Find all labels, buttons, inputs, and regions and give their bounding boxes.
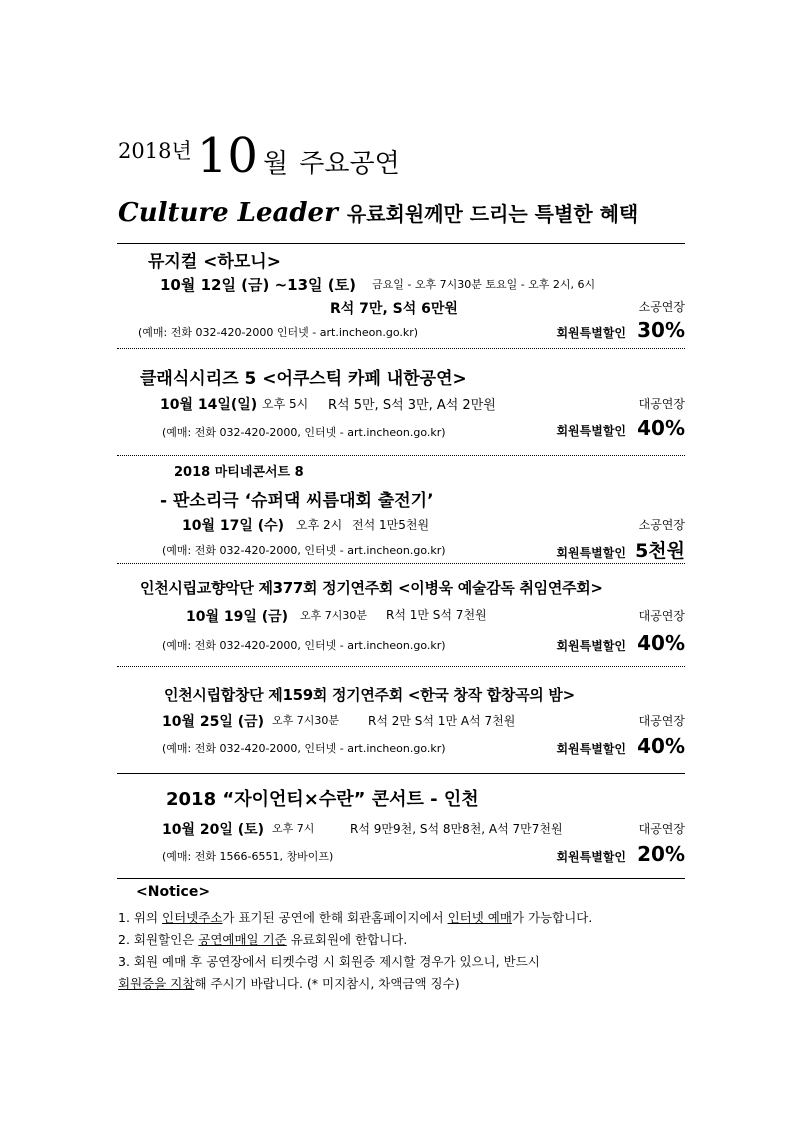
divider	[117, 348, 685, 349]
event-venue: 대공연장	[638, 397, 685, 411]
event-date: 10월 12일 (금) ~13일 (토)	[160, 276, 356, 294]
discount-label: 회원특별할인	[556, 546, 626, 560]
discount-value: 30%	[637, 318, 685, 342]
event-discount	[556, 416, 685, 440]
divider	[117, 666, 685, 667]
divider	[117, 878, 685, 879]
event-date: 10월 25일 (금)	[162, 714, 265, 730]
event-date: 10월 20일 (토)	[162, 822, 265, 838]
brand-subtitle: 유료회원께만 드리는 특별한 혜택	[346, 202, 639, 226]
notice-underline: 공연예매일 기준	[198, 932, 287, 947]
discount-value: 5천원	[635, 540, 685, 562]
event-booking: (예매: 전화 1566-6551, 창바이프)	[162, 850, 334, 863]
page-title	[118, 128, 400, 188]
event-time: 오후 5시	[262, 397, 309, 411]
event-pretitle: 2018 마티네콘서트 8	[174, 465, 304, 480]
event-date: 10월 17일 (수)	[182, 518, 285, 534]
event-time: 오후 2시	[296, 518, 343, 532]
notice-line-3: 3. 회원 예매 후 공연장에서 티켓수령 시 회원증 제시할 경우가 있으니, 반드시	[118, 954, 540, 969]
event-time: 오후 7시30분	[300, 609, 367, 622]
notice-heading: <Notice>	[136, 884, 211, 900]
notice-underline: 인터넷주소	[162, 910, 223, 925]
event-date: 10월 19일 (금)	[186, 609, 289, 625]
discount-label: 회원특별할인	[556, 639, 627, 653]
notice-line-1: 1. 위의 인터넷주소가 표기된 공연에 한해 회관홈페이지에서 인터넷 예매가 가능합니다.	[118, 910, 593, 925]
event-booking: (예매: 전화 032-420-2000, 인터넷 - art.incheon.go.kr)	[162, 639, 446, 652]
divider	[117, 563, 685, 564]
discount-value: 40%	[637, 416, 685, 440]
discount-value: 40%	[637, 631, 685, 655]
title-rest: 주요공연	[299, 149, 400, 179]
event-venue: 대공연장	[638, 609, 685, 623]
discount-label: 회원특별할인	[556, 850, 627, 864]
event-price: R석 1만 S석 7천원	[386, 608, 487, 622]
event-booking: (예매: 전화 032-420-2000, 인터넷 - art.incheon.go.kr)	[162, 544, 446, 557]
event-title: 뮤지컬 <하모니>	[148, 252, 281, 272]
event-price: R석 5만, S석 3만, A석 2만원	[328, 398, 496, 413]
notice-underline: 인터넷 예매	[447, 910, 512, 925]
title-month-number: 10	[196, 128, 258, 184]
divider	[117, 243, 685, 244]
divider	[117, 773, 685, 774]
event-discount	[556, 318, 685, 342]
brand-name: Culture Leader	[118, 198, 338, 228]
discount-value: 20%	[637, 842, 685, 866]
discount-label: 회원특별할인	[556, 742, 627, 756]
event-price: R석 2만 S석 1만 A석 7천원	[368, 714, 516, 728]
notice-line-2: 2. 회원할인은 공연예매일 기준 유료회원에 한합니다.	[118, 932, 408, 947]
discount-label: 회원특별할인	[556, 424, 627, 438]
title-year: 2018년	[118, 139, 192, 163]
event-discount	[556, 536, 685, 563]
event-venue: 소공연장	[638, 300, 685, 314]
event-booking: (예매: 전화 032-420-2000, 인터넷 - art.incheon.go.kr)	[162, 742, 446, 755]
notice-underline: 회원증을 지참	[118, 976, 195, 991]
event-price: 전석 1만5천원	[352, 518, 430, 532]
event-title: - 판소리극 ‘슈퍼댁 씨름대회 출전기’	[160, 491, 434, 511]
notice-line-4: 회원증을 지참해 주시기 바랍니다. (* 미지참시, 차액금액 징수)	[118, 976, 460, 991]
discount-label: 회원특별할인	[556, 326, 627, 340]
event-title: 클래식시리즈 5 <어쿠스틱 카페 내한공연>	[140, 369, 467, 389]
event-date: 10월 14일(일)	[160, 397, 258, 413]
event-time: 오후 7시30분	[272, 714, 339, 727]
divider	[117, 455, 685, 456]
event-venue: 대공연장	[638, 822, 685, 836]
event-time: 오후 7시	[272, 822, 315, 835]
event-venue: 대공연장	[638, 714, 685, 728]
event-title: 인천시립교향악단 제377회 정기연주회 <이병욱 예술감독 취임연주회>	[140, 579, 603, 597]
event-booking: (예매: 전화 032-420-2000 인터넷 - art.incheon.go.kr)	[138, 326, 419, 339]
event-title: 인천시립합창단 제159회 정기연주회 <한국 창작 합창곡의 밤>	[164, 686, 575, 704]
event-price: R석 9만9천, S석 8만8천, A석 7만7천원	[350, 822, 563, 836]
event-price: R석 7만, S석 6만원	[330, 301, 458, 317]
title-month-suffix: 월	[263, 149, 289, 179]
event-time: 금요일 - 오후 7시30분 토요일 - 오후 2시, 6시	[372, 278, 596, 291]
event-venue: 소공연장	[638, 518, 685, 532]
event-discount	[556, 631, 685, 655]
event-discount	[556, 842, 685, 866]
event-booking: (예매: 전화 032-420-2000, 인터넷 - art.incheon.go.kr)	[162, 426, 446, 439]
discount-value: 40%	[637, 734, 685, 758]
event-discount	[556, 734, 685, 758]
event-title: 2018 “자이언티×수란” 콘서트 - 인천	[166, 789, 479, 810]
brand-line	[118, 198, 638, 228]
